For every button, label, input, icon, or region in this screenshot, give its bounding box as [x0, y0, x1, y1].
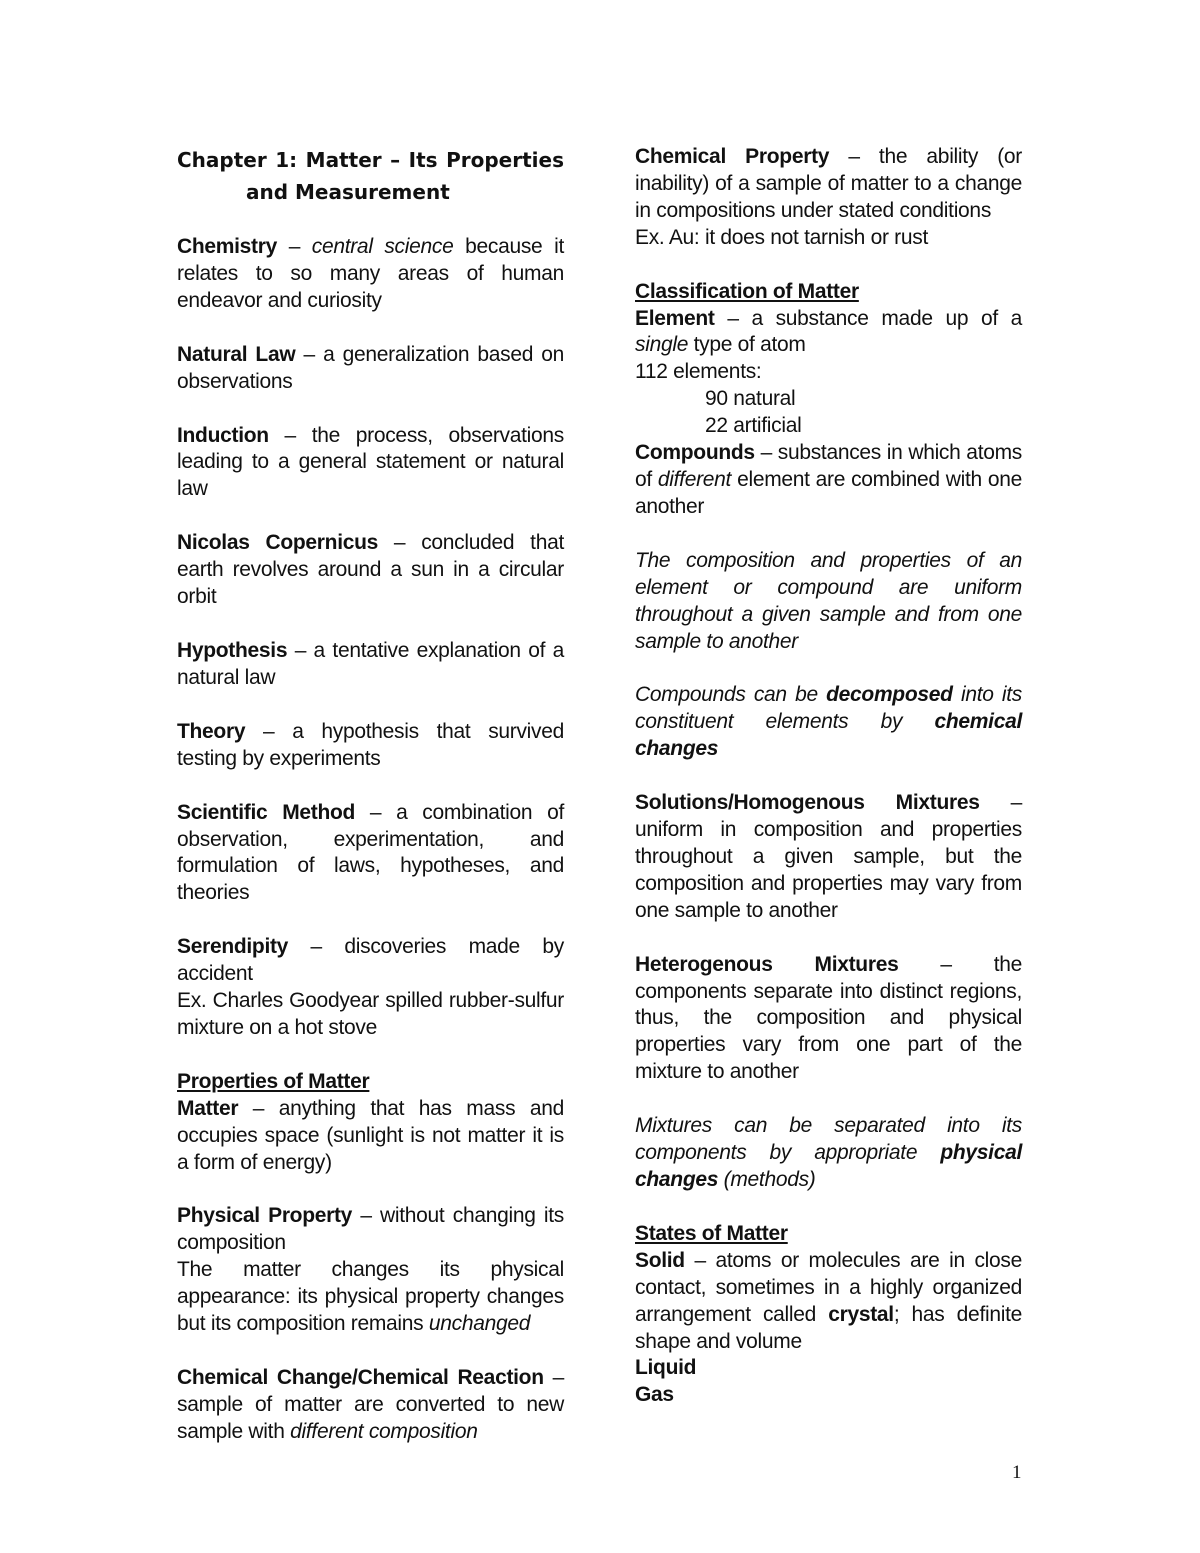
definition-theory: [177, 719, 564, 773]
decompose-bold2: chemical changes: [635, 710, 1022, 761]
term-heterogenous: Heterogenous Mixtures: [635, 952, 899, 976]
definition-solid: [635, 1248, 1022, 1356]
term-solutions: Solutions/Homogenous Mixtures: [635, 791, 980, 815]
page-number: 1: [1012, 1462, 1022, 1483]
chapter-title-line1: Chapter 1: Matter – Its Properties: [177, 148, 564, 172]
elements-count: 112 elements:: [635, 360, 762, 384]
heading-properties-of-matter: Properties of Matter: [177, 1069, 370, 1093]
liquid-label: Liquid: [635, 1356, 697, 1380]
matter-def: – anything that has mass and occupies space (sunlight is not matter it is a form of energy): [177, 1096, 564, 1174]
theory-def: – a hypothesis that survived testing by experiments: [177, 719, 564, 770]
physical-note-italic: unchanged: [428, 1312, 531, 1336]
gas-label: Gas: [635, 1383, 674, 1407]
definition-chemical-property: [635, 144, 1022, 225]
definition-copernicus: [177, 530, 564, 611]
element-rest: type of atom: [688, 333, 806, 357]
compounds-def: – substances in which atoms of: [635, 441, 1022, 491]
decompose-mid: into its constituent elements by: [635, 683, 1022, 734]
chapter-title-line2: and Measurement: [246, 180, 450, 204]
mixtures-pre: Mixtures can be separated into its components by appropriate: [635, 1114, 1022, 1165]
definition-physical-property: [177, 1203, 564, 1257]
term-hypothesis: Hypothesis: [177, 638, 288, 662]
elements-artificial: 22 artificial: [705, 414, 802, 438]
definition-hypothesis: [177, 638, 564, 692]
term-liquid: [635, 1355, 1022, 1382]
solutions-def: – uniform in composition and properties throughout a given sample, but the composition and properties may vary from one sample to another: [635, 791, 1022, 922]
natural-law-def: – a generalization based on observations: [177, 342, 565, 393]
copernicus-def: – concluded that earth revolves around a sun in a circular orbit: [177, 531, 564, 609]
term-chemical-change: Chemical Change/Chemical Reaction: [177, 1366, 544, 1389]
chemical-property-def: – the ability (or inability) of a sample of matter to a change in compositions under stated conditions: [635, 145, 1022, 222]
chemical-property-example: Ex. Au: it does not tarnish or rust: [635, 225, 928, 249]
definition-serendipity: [177, 934, 564, 988]
chapter-title: [177, 144, 564, 208]
definition-chemistry: [177, 234, 564, 315]
definition-scientific-method: [177, 800, 564, 908]
elements-natural: 90 natural: [705, 387, 796, 411]
definition-matter: [177, 1096, 564, 1177]
compounds-italic: different: [657, 467, 732, 491]
right-column: [635, 144, 1022, 1409]
definition-induction: [177, 423, 564, 504]
term-physical-property: Physical Property: [177, 1204, 353, 1228]
compounds-rest: element are combined with one another: [635, 467, 1023, 518]
term-chemistry: Chemistry: [177, 235, 278, 258]
definition-chemical-change: [177, 1365, 564, 1446]
term-chemical-property: Chemical Property: [635, 145, 830, 168]
dash: –: [277, 235, 312, 258]
uniform-note: The composition and properties of an element or compound are uniform throughout a given sample and from one sample to another: [635, 548, 1022, 653]
physical-property-note: [177, 1257, 564, 1338]
decompose-bold: decomposed: [826, 683, 953, 707]
definition-natural-law: [177, 342, 564, 396]
mixtures-note: [635, 1113, 1022, 1194]
chemistry-italic: central science: [311, 235, 454, 258]
term-solid: Solid: [635, 1248, 685, 1272]
term-copernicus: Nicolas Copernicus: [177, 531, 379, 555]
induction-def: – the process, observations leading to a general statement or natural law: [177, 423, 564, 501]
heading-states-of-matter: States of Matter: [635, 1221, 788, 1245]
serendipity-example: Ex. Charles Goodyear spilled rubber-sulfur mixture on a hot stove: [177, 989, 564, 1039]
solid-def: – atoms or molecules are in close contact, sometimes in a highly organized arrangement called: [635, 1248, 1022, 1326]
decompose-pre: Compounds can be: [635, 683, 827, 707]
physical-note-text: The matter changes its physical appearance: its physical property changes but its composition remains: [177, 1258, 564, 1336]
solid-bold: crystal: [828, 1302, 894, 1326]
term-scientific-method: Scientific Method: [177, 800, 356, 824]
physical-property-def: – without changing its composition: [177, 1204, 564, 1255]
decompose-note: [635, 682, 1022, 763]
term-compounds: Compounds: [635, 441, 755, 465]
hypothesis-def: – a tentative explanation of a natural law: [177, 638, 564, 689]
element-def: – a substance made up of a: [714, 306, 1022, 330]
term-induction: Induction: [177, 423, 269, 447]
element-italic: single: [635, 333, 689, 357]
left-column: [177, 144, 564, 1446]
definition-compounds: [635, 440, 1022, 521]
scientific-method-def: – a combination of observation, experimentation, and formulation of laws, hypotheses, and theories: [177, 800, 564, 905]
serendipity-def: – discoveries made by accident: [177, 935, 564, 986]
term-element: Element: [635, 306, 715, 330]
term-theory: Theory: [177, 719, 246, 743]
heading-classification-of-matter: Classification of Matter: [635, 279, 859, 303]
mixtures-post: (methods): [718, 1168, 816, 1191]
term-matter: Matter: [177, 1096, 239, 1120]
heterogenous-def: – the components separate into distinct regions, thus, the composition and physical properties vary from one part of the mixture to another: [635, 952, 1022, 1084]
solid-rest: ; has definite shape and volume: [635, 1302, 1022, 1353]
chemistry-rest: because it relates to so many areas of human endeavor and curiosity: [177, 235, 565, 312]
definition-element: [635, 306, 1022, 360]
term-serendipity: Serendipity: [177, 935, 289, 959]
definition-solutions: [635, 790, 1022, 925]
mixtures-bold: physical changes: [635, 1141, 1022, 1191]
term-natural-law: Natural Law: [177, 342, 296, 366]
chemical-change-def: – sample of matter are converted to new sample with: [177, 1366, 564, 1443]
chemical-change-italic: different composition: [290, 1419, 478, 1443]
term-gas: [635, 1382, 1022, 1409]
definition-heterogenous: [635, 952, 1022, 1087]
